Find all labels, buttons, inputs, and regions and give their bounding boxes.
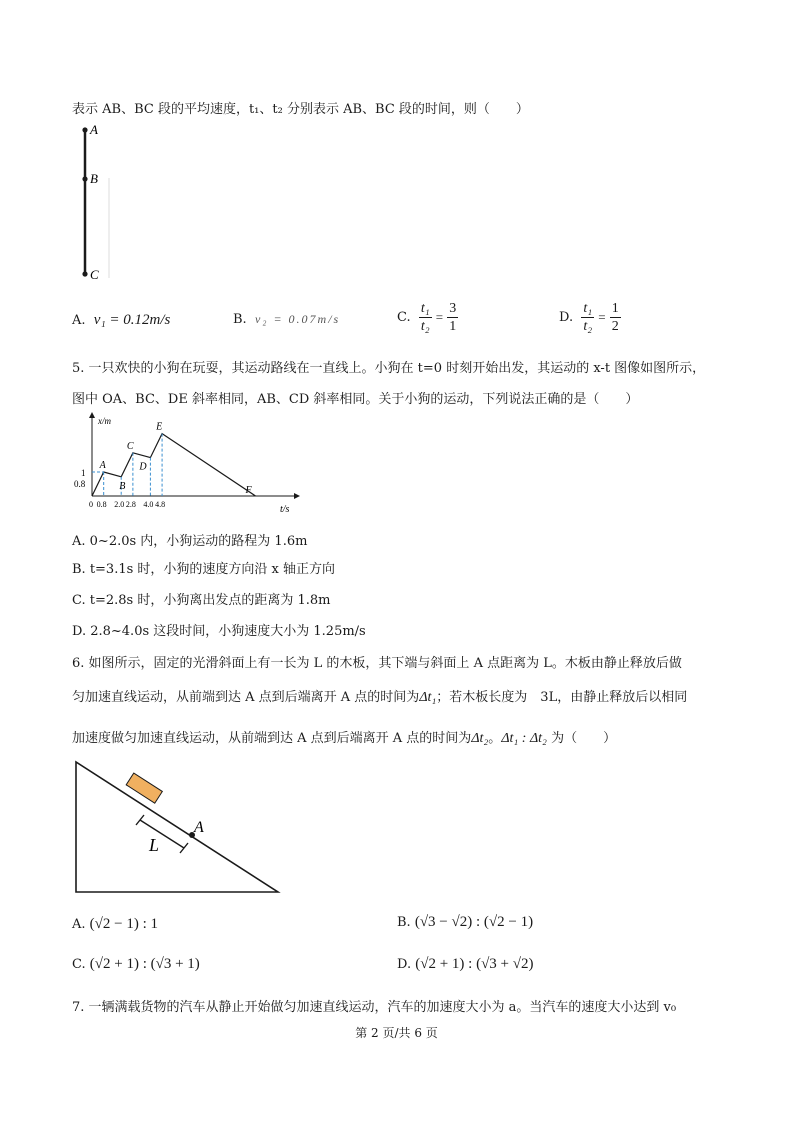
q6-option-a[interactable]: A. (√2 − 1) : 1 [72,916,159,932]
q4-label-a: A [90,122,98,137]
q7-line-1: 7. 一辆满载货物的汽车从静止开始做匀加速直线运动，汽车的加速度大小为 a。当汽车的速度大小达到 v₀ [72,1000,677,1015]
point-label-a: A [99,460,106,471]
q6-label-a: A [194,819,204,836]
x-tick-label: 0.8 [96,500,107,509]
y-tick-label: 1 [81,468,86,478]
q4-stem: 表示 AB、BC 段的平均速度，t₁、t₂ 分别表示 AB、BC 段的时间，则（ ） [72,102,529,117]
y-tick-label: 0.8 [74,478,86,489]
q5-option-d[interactable]: D. 2.8~4.0s 这段时间，小狗速度大小为 1.25m/s [72,624,366,639]
q5-option-c[interactable]: C. t=2.8s 时，小狗离出发点的距离为 1.8m [72,593,331,608]
q4-option-a[interactable]: A. v₁ = 0.12m/s [72,312,171,328]
q5-option-b[interactable]: B. t=3.1s 时，小狗的速度方向沿 x 轴正方向 [72,562,336,577]
x-axis-label: t/s [280,504,290,515]
y-axis-arrow [89,412,95,418]
q4-label-b: B [90,171,98,186]
q6-label-l: L [149,835,160,855]
q4-option-b[interactable]: B. v₂ = 0.07m/s [233,312,341,327]
x-axis-arrow [294,493,300,499]
q5-option-a[interactable]: A. 0~2.0s 内，小狗运动的路程为 1.6m [72,534,308,549]
q6-incline-figure [74,758,284,898]
q6-option-c[interactable]: C. (√2 + 1) : (√3 + 1) [72,956,200,972]
q6-line-2: 匀加速直线运动，从前端到达 A 点到后端离开 A 点的时间为Δt₁；若木板长度为 3L，由静止释放后以相同 [72,690,688,705]
q6-line-3: 加速度做匀加速直线运动，从前端到达 A 点到后端离开 A 点的时间为Δt₂。Δt₁ : Δt₂ 为（ ） [72,731,617,746]
q6-option-d[interactable]: D. (√2 + 1) : (√3 + √2) [397,956,534,972]
point-label-d: D [139,461,147,473]
xt-curve [92,434,256,496]
x-tick-label: 4.8 [155,500,166,509]
q6-line-1: 6. 如图所示，固定的光滑斜面上有一长为 L 的木板，其下端与斜面上 A 点距离为 L。木板由静止释放后做 [72,656,682,671]
length-marker-line [140,820,184,848]
q5-line-2: 图中 OA、BC、DE 斜率相同，AB、CD 斜率相同。关于小狗的运动，下列说法正确的是（ ） [72,392,639,407]
q4-option-c[interactable]: C. $\frac{\text{t₁}}{\text{t₂}}$ = $\frac{3}{1}$ [397,301,457,334]
q5-xt-chart [70,410,310,516]
x-tick-label: 2.8 [125,500,136,509]
q4-point-b [82,176,87,181]
x-tick-label: 4.0 [143,500,154,509]
q4-point-c [82,271,87,276]
point-label-e: E [156,421,163,433]
q6-option-b[interactable]: B. (√3 − √2) : (√2 − 1) [397,914,534,930]
incline-triangle [76,762,278,892]
point-label-b: B [119,480,126,492]
q4-figure [72,118,132,288]
x-tick-label: 2.0 [114,500,125,509]
q4-label-c: C [90,267,99,282]
x-tick-label: 0 [89,500,93,509]
q4-option-d[interactable]: D. $\frac{\text{t₁}}{\text{t₂}}$ = $\frac{1}{2}$ [559,301,619,334]
page-footer: 第 2 页/共 6 页 [355,1026,438,1040]
point-label-c: C [126,440,134,452]
point-label-f: F [245,485,252,496]
q5-line-1: 5. 一只欢快的小狗在玩耍，其运动路线在一直线上。小狗在 t=0 时刻开始出发，其运动的 x-t 图像如图所示， [72,361,706,376]
y-axis-label: x/m [98,416,111,426]
q4-point-a [82,127,87,132]
